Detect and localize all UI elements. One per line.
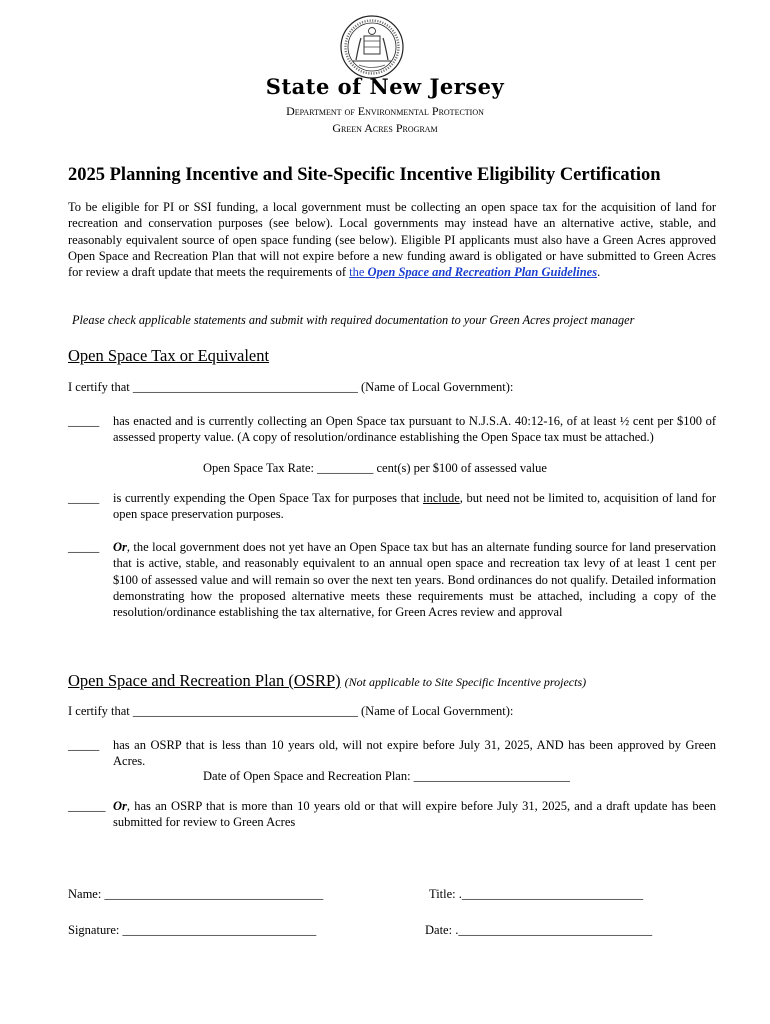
- intro-paragraph: To be eligible for PI or SSI funding, a local government must be collecting an open space tax for the acquisition of land for recreation and conservation purposes (see below). Local governments may instead have an alternative active, stable, and reasonably equivalent source of open space funding (see below). Eligible PI applicants must also have a Green Acres approved Open Space and Recreation Plan that will not expire before a new funding award is obligated or have submitted to Green Acres for review a draft update that meets the requirements of the Open Space and Recreation Plan Guidelines.: [68, 200, 716, 280]
- check-blank[interactable]: ______: [68, 799, 106, 813]
- checklist-item-alternate-funding: [68, 539, 716, 620]
- check-blank[interactable]: _____: [68, 491, 100, 505]
- department-name: Department of Environmental Protection: [286, 104, 484, 118]
- check-blank[interactable]: _____: [68, 414, 100, 428]
- item-text: is currently expending the Open Space Tax for purposes that include, but need not be limited to, acquisition of land for open space preservation purposes.: [113, 491, 717, 522]
- certify-line-osrp: I certify that ____________________________________ (Name of Local Government):: [68, 704, 514, 718]
- certify-line-tax: I certify that ____________________________________ (Name of Local Government):: [68, 380, 514, 394]
- name-field[interactable]: Name: ___________________________________: [68, 887, 324, 901]
- instruction-text: Please check applicable statements and submit with required documentation to your Green Acres project manager: [72, 313, 635, 327]
- check-blank[interactable]: _____: [68, 738, 100, 752]
- item-text: has an OSRP that is less than 10 years old, will not expire before July 31, 2025, AND has been approved by Green Acres.: [113, 738, 716, 769]
- item-text: has enacted and is currently collecting an Open Space tax pursuant to N.J.S.A. 40:12-16, of at least ½ cent per $100 of assessed property value. (A copy of resolution/ordinance establishing the Open Space tax must be attached.): [113, 414, 716, 445]
- guidelines-link[interactable]: the: [349, 265, 368, 280]
- program-name: Green Acres Program: [332, 121, 438, 135]
- state-seal-icon: [339, 14, 405, 80]
- check-blank[interactable]: _____: [68, 540, 100, 554]
- section-note: (Not applicable to Site Specific Incentive projects): [344, 675, 587, 689]
- checklist-item-tax-expending: [68, 490, 716, 523]
- page-title: 2025 Planning Incentive and Site-Specific Incentive Eligibility Certification: [68, 165, 661, 185]
- signature-field[interactable]: Signature: _______________________________: [68, 923, 317, 937]
- title-field[interactable]: Title: ._____________________________: [429, 887, 644, 901]
- item-text: Or, has an OSRP that is more than 10 years old or that will expire before July 31, 2025, and a draft update has been submitted for review to Green Acres: [113, 799, 716, 830]
- date-field[interactable]: Date: ._______________________________: [425, 923, 653, 937]
- checklist-item-tax-enacted: [68, 413, 716, 446]
- section-heading-osrp: Open Space and Recreation Plan (OSRP) (Not applicable to Site Specific Incentive projects): [68, 671, 587, 690]
- item-text: Or, the local government does not yet have an Open Space tax but has an alternate funding source for land preservation that is active, stable, and reasonably equivalent to an annual open space and recreation tax levy of at least 1 cent per $100 of assessed value and will remain so over the next ten years. Bond ordinances do not qualify. Detailed information demonstrating how the proposed alternative meets these requirements must be attached, including a copy of the resolution/ordinance establishing the tax alternative, for Green Acres review and approval: [113, 540, 716, 620]
- checklist-item-osrp-approved: [68, 737, 716, 770]
- tax-rate-line[interactable]: Open Space Tax Rate: _________ cent(s) per $100 of assessed value: [203, 461, 547, 475]
- section-heading-open-space-tax: Open Space Tax or Equivalent: [68, 346, 270, 365]
- osrp-date-line[interactable]: Date of Open Space and Recreation Plan: _________________________: [203, 769, 570, 783]
- state-title: State of New Jersey: [265, 74, 505, 99]
- checklist-item-osrp-draft: [68, 798, 716, 831]
- guidelines-link-text[interactable]: Open Space and Recreation Plan Guidelines: [367, 265, 598, 280]
